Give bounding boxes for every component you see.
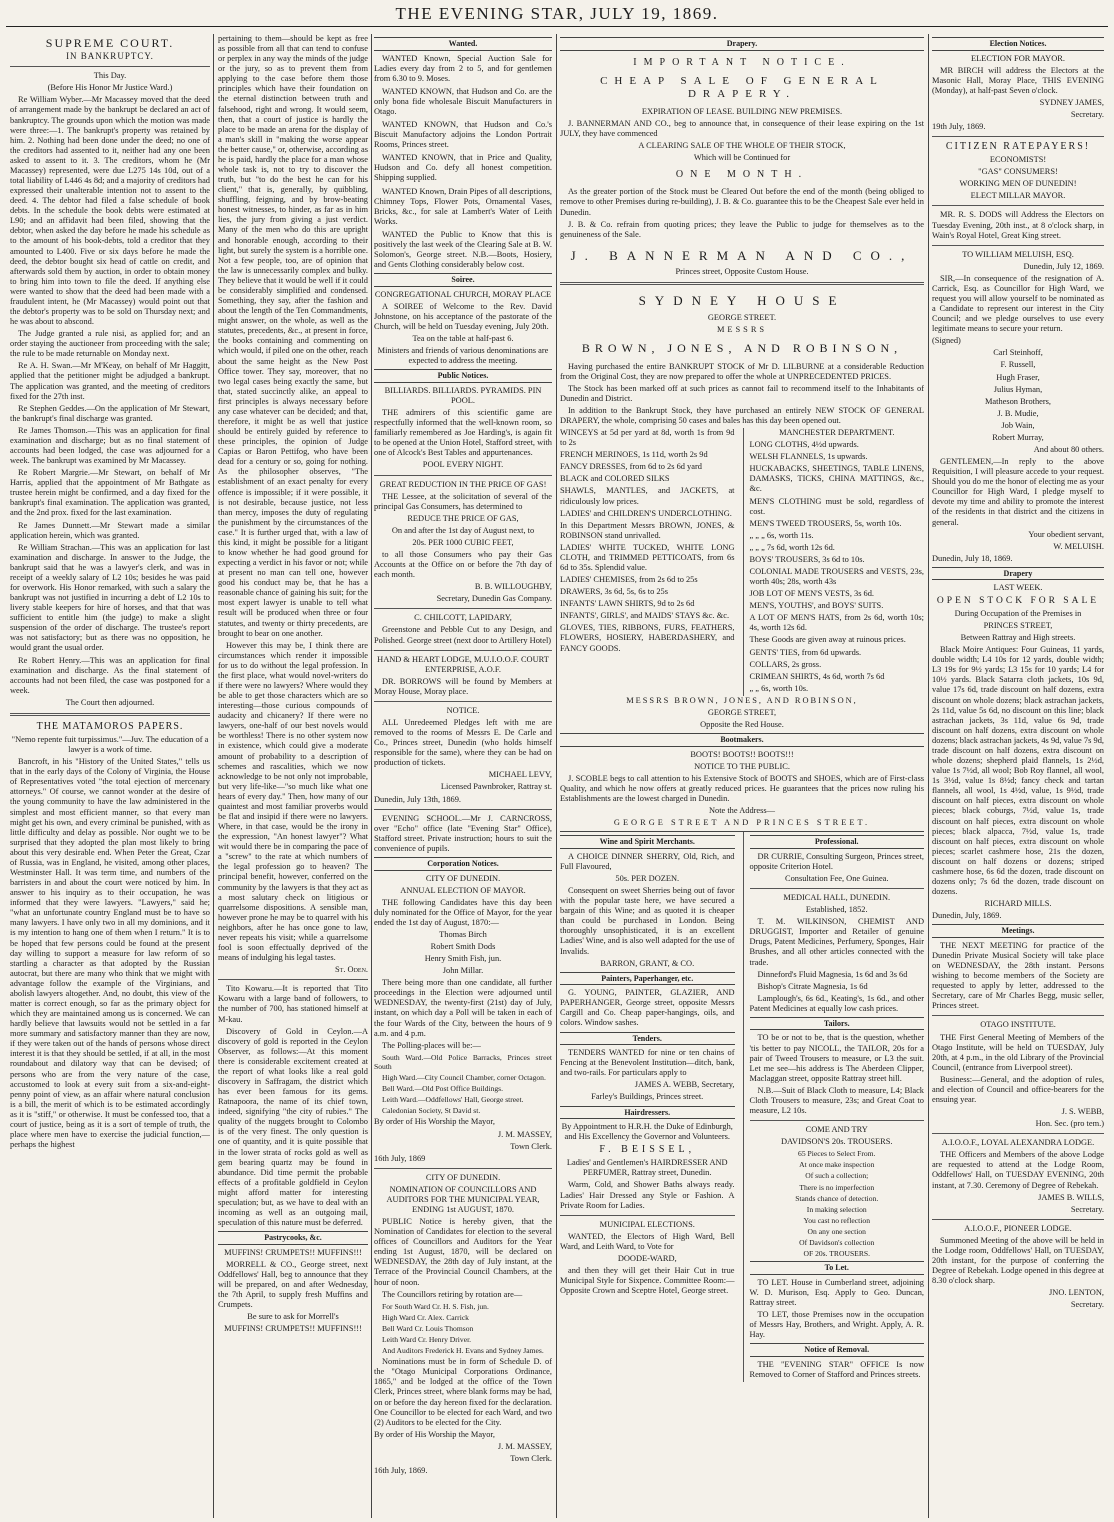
polling-place: High Ward.—City Council Chamber, corner Octagon.	[382, 1073, 546, 1082]
price-list-left	[560, 428, 735, 696]
ad-note: NOTICE TO THE PUBLIC.	[694, 761, 790, 771]
paragraph: Re James Thomson.—This was an application for final examination and discharge; but as no final statement of accounts had been lodged, the case was adjourned for a week. The bankrupt was examined by Mr Macassey.	[10, 425, 210, 466]
ad-note: By order of His Worship the Mayor,	[374, 1117, 495, 1127]
price-item: BLACK and COLORED SILKS	[560, 474, 670, 484]
candidate-name: John Millar.	[442, 966, 484, 976]
ad-body: PUBLIC Notice is hereby given, that the Nomination of Candidates for election to the several offices of Councillors and Auditors for the Year ending 1st August, 1870, will be declared on WEDNESDAY, the 28th day of July instant, at the Terrace of the Provincial Council Chambers, at the hour of noon.	[374, 1217, 552, 1287]
polling-place: South Ward.—Old Police Barracks, Princes street South	[374, 1052, 552, 1071]
ad-note: On and after the 1st day of August next, to	[391, 525, 535, 535]
councillor-entry: Leith Ward Cr. Henry Driver.	[382, 1335, 472, 1345]
price-item: COLONIAL MADE TROUSERS and VESTS, 23s, worth 40s; 28s, worth 43s	[749, 566, 924, 587]
signer-name: J. B. Mudie,	[997, 408, 1039, 418]
price-item: „ „ „ 7s 6d, worth 12s 6d.	[749, 542, 835, 552]
ad-note: ECONOMISTS!	[989, 155, 1047, 165]
paragraph: Re William Strachan.—This was an application for last examination and discharge. In answer to the Judge, the bankrupt said that he was a lawyer's clerk, and was in receipt of a weekly salary of L2 10s; besides he was paid for overwork. His Honor remarked, with such a salary the bankrupt was not justified in incurring a debt of L2 10s to livery stable keepers for hire of horses, and that that was sufficient to entitle him (the judge) to make a slight suspension of the order of discharge. The trustee's report was not satisfactory; but as there was no opposition, he would grant the usual order.	[10, 542, 210, 653]
ad-body: TENDERS WANTED for nine or ten chains of Fencing at the Benevolent Institution—ditch, bank, and two-rails. For particulars apply to	[560, 1048, 735, 1078]
ad-body: Consequent on sweet Sherries being out of favor with the popular taste here, we have secured a bargain of this Wine; and as quoted it is cheaper than could be purchased in London. Being thoroughly unsophisticated, it is an excellent Ladies' Wine, and is also well adapted for the use of Invalids.	[560, 886, 735, 956]
ad-body: Ladies' and Gentlemen's HAIRDRESSER AND PERFUMER, Rattray street, Dunedin.	[566, 1158, 728, 1178]
ad-note: Established, 1852.	[805, 905, 868, 915]
ad-body: TO LET. House in Cumberland street, adjoining W. D. Murison, Esq. Apply to Geo. Duncan, Rattray street.	[749, 1277, 924, 1308]
ad-body: DR CURRIE, Consulting Surgeon, Princes street, opposite Criterion Hotel.	[749, 851, 924, 871]
ad-note: EXPIRATION OF LEASE. BUILDING NEW PREMISES.	[641, 106, 843, 116]
price-item: INFANTS' LAWN SHIRTS, 9d to 2s 6d	[560, 599, 695, 609]
section-heading: Meetings.	[932, 924, 1104, 938]
divider	[560, 1215, 735, 1216]
ad-body: Nominations must be in form of Schedule D. of the "Otago Municipal Corporations Ordinance, 1865," and be lodged at the office of the Town Clerk, Princes street, where blank forms may be had, on or before the day hereon fixed for the declaration. One Councillor to be elected for each Ward, and two (2) Auditors to be elected for the City.	[374, 1357, 552, 1427]
polling-place: Caledonian Society, St David st.	[382, 1106, 481, 1116]
ad-body: and then they will get their Hair Cut in true Municipal Style for Sixpence. Committee Room:—Opposite Crown and Sceptre Hotel, George street.	[560, 1266, 735, 1296]
ad-title: BROWN, JONES, AND ROBINSON,	[581, 341, 903, 356]
section-heading: Tailors.	[750, 1017, 925, 1031]
ad-signature: W. MELUISH.	[1053, 541, 1104, 551]
ad-date: Dunedin, July 12, 1869.	[1023, 261, 1104, 271]
ad-body: Lamplough's, 6s 6d., Keating's, 1s 6d., and other Patent Medicines at equally low cash prices.	[749, 993, 924, 1013]
councillor-entry: And Auditors Frederick H. Evans and Sydney James.	[382, 1346, 544, 1356]
ad-note: A CLEARING SALE OF THE WHOLE OF THEIR STOCK,	[638, 141, 846, 151]
ad-title: GREAT REDUCTION IN THE PRICE OF GAS!	[379, 479, 547, 489]
ad-title: ELECTION FOR MAYOR.	[971, 53, 1065, 63]
ad-title: IMPORTANT NOTICE.	[633, 56, 851, 68]
article-title: SUPREME COURT.	[45, 36, 175, 50]
ad-date: Dunedin, July 13th, 1869.	[374, 794, 462, 804]
divider	[374, 650, 552, 651]
price-item: A LOT OF MEN'S HATS, from 2s 6d, worth 10s; 4s, worth 12s 6d.	[749, 613, 924, 633]
ad-title: CITIZEN RATEPAYERS!	[945, 141, 1091, 153]
ad-note: 20s. PER 1000 CUBIC FEET,	[412, 537, 514, 547]
ad-body: GENTLEMEN,—In reply to the above Requisition, I will pleasure accede to your request. Should you do me the honor of electing me as your Councillor for High Ward, I pledge myself to devote my time and ability to promote the interest of the residents in that district and the citizens in general.	[932, 457, 1104, 527]
ad-date: 16th July, 1869	[374, 1153, 426, 1163]
ad-note: MESSRS	[716, 325, 768, 335]
ad-title: BOOTS! BOOTS!! BOOTS!!!	[690, 749, 794, 759]
price-item: BOYS' TROUSERS, 3s 6d to 10s.	[749, 554, 865, 564]
divider	[932, 245, 1104, 246]
lower-ads-left	[560, 832, 735, 1382]
price-item: FRENCH MERINOES, 1s 11d, worth 2s 9d	[560, 450, 708, 460]
verse-line: On any one section	[807, 1227, 866, 1237]
paragraph: pertaining to them—should be kept as free as possible from all that can tend to confuse or perplex in any way the minds of the judge or the jury, so as to prevent them from applying to the case before them those principles which have their foundation on the eternal distinction between truth and falsehood, right and wrong. It would seem, then, that a court of justice is hardly the place to be made an arena for the display of a man's skill in "making the worse appear the better cause," or, otherwise, according as he is paid, hardly the place for a man whose whole task is, not to try to discover the truth, but "to do the best he can for his client," that is, generally, by quibbling, shuffling, feigning, and by brow-beating honest witnesses, to hinder, as far as in him lies, the jury from giving a just verdict. Many of the men who do this are upright and honorable enough, according to their light, but surely the system is a horrible one. Not a few people, too, are of opinion that the law is unnecessarily complex and bulky. They believe that it would be well if it could be considerably simplified and condensed. Something, they say, after the fashion and about the length of the Ten Commandments, might answer, on the whole, as well as the statutes, precedents, &c., at present in force, the books containing and commenting on which would, if piled one on the other, reach about the same height as the New Post Office tower. They say, moreover, that no two legal cases being exactly the same, but that, stated succinctly alike, an appeal to first principles is always necessary before any case whatever can be decided; and that, therefore, it might be as well that justice should be entirely guided by reference to these principles, the opinion of Judge Capias or Baron Pettifog, who have been dead for a century or so, going for nothing. As the philosopher observes, "The establishment of an exact penalty for every offence is impossible; if it were possible, it is not desirable, because justice, not less than mercy, imposes the duty of regulating the punishment by the circumstances of the case." It is further urged that, with a law of this kind, it might be possible for a litigant to know whether he had good ground for expecting a verdict in his favor or not; while at present no man can tell one, however good his conduct may be, that he has a reasonable chance of gaining his suit; for the most expert lawyer is unable to tell what result will be produced when three or four statutes, and twenty or thirty precedents, are brought to bear on one another.	[218, 34, 368, 638]
ad-body: Black Moire Antiques: Four Guineas, 11 yards, double width; L4 10s for 12 yards, double width; L3 19s for 9½ yards; L3 15s for 10 yards; L4 for 10½ yards. Black Satarra cloth jackets, 10s 9d, value 17s 6d, trade discount on half dozens, extra discount on whole dozens; black astrachan jackets, 2s 11d, value 5s 6d, no discount on this line; black astrachan jackets, 3s 11d, value 6s 9d, trade discount on half dozens, extra discount on whole dozens; black astrachan jackets, 4s 9d, value 7s 9d, trade discount on half dozens, extra discount on whole dozens; shepherd plaid flannels, 1s 2½d, value 1s 7½d, all wool; Bob Roy flannel, all wool, 1s 3½d, value 1s 8½d; fancy check and tartan flannels, all wool, 1s 4½d, value, 1s 9½d, trade discount on half pieces, extra discount on whole pieces; black coburgs, 7½d, value 1s, trade discount on half pieces, extra discount on whole pieces; black alpacca, 7½d, value 1s, trade discount on half pieces, extra discount on whole pieces; scarlet cashmere hose, 21s the dozen, discount on half dozens or dozens; striped cashmere hose, 6s 6d the dozen, trade discount on dozens only; 7s 6d the dozen, trade discount on dozens.	[932, 645, 1104, 897]
paragraph: Re Robert Margrie.—Mr Stewart, on behalf of Mr Harris, applied that the appointment of Mr Bathgate as trustee herein might be confirmed, and a day fixed for the bankrupt's final examination. The application was granted, and the 2nd prox. fixed for the last examination.	[10, 468, 210, 518]
ad-note: REDUCE THE PRICE OF GAS,	[407, 513, 519, 523]
article-dateline: This Day.	[93, 71, 127, 81]
ad-body: EVENING SCHOOL.—Mr J. CARNCROSS, over "Echo" office (late "Evening Star" Office), Stafford street. Private instruction; hours to suit the convenience of pupils.	[374, 813, 552, 853]
ad-title: CITY OF DUNEDIN.	[425, 873, 501, 883]
verse-line: In making selection	[806, 1204, 867, 1214]
ad-body: A SOIREE of Welcome to the Rev. David Johnstone, on his acceptance of the pastorate of the Church, will be held on Tuesday evening, July 20th.	[374, 301, 552, 331]
ad-title: CITY OF DUNEDIN.	[425, 1172, 501, 1182]
ad-signature: Licensed Pawnbroker, Rattray st.	[440, 782, 552, 792]
verse-line: Stands chance of detection.	[795, 1193, 879, 1203]
ad-note: WORKING MEN OF DUNEDIN!	[959, 179, 1077, 189]
ad-body: The Stock has been marked off at such prices as cannot fail to recommend itself to the Inhabitants of Dunedin and District.	[560, 383, 924, 403]
ad-title: LAST WEEK.	[993, 583, 1043, 593]
lower-ads-right	[743, 832, 925, 1382]
councillor-entry: For South Ward Cr. H. S. Fish, jun.	[382, 1301, 489, 1311]
column-rule	[213, 34, 214, 1518]
ad-body: THE First General Meeting of Members of the Otago Institute, will be held on TUESDAY, July 20th, at 4 p.m., in the old Library of the Provincial Council, (entrance from Liverpool street).	[932, 1032, 1104, 1072]
section-heading: Pastrycooks, &c.	[218, 1231, 368, 1245]
ad-body: Having purchased the entire BANKRUPT STOCK of Mr D. LILBURNE at a considerable Reduction from the Original Cost, they are now prepared to offer the whole at UNPRECEDENTED PRICES.	[560, 361, 924, 381]
section-heading: Tenders.	[560, 1032, 735, 1046]
divider	[932, 1219, 1104, 1220]
price-item: MEN'S CLOTHING must be sold, regardless of cost.	[749, 496, 924, 516]
ad-body: MORRELL & CO., George street, next Oddfellows' Hall, beg to announce that they will be prepared, on and after Wednesday, the 7th April, to supply fresh Muffins and Crumpets.	[218, 1259, 368, 1310]
price-item: MEN'S, YOUTHS', and BOYS' SUITS.	[749, 601, 884, 611]
polling-place: Bell Ward.—Old Post Office Buildings.	[382, 1084, 504, 1094]
price-item: MEN'S TWEED TROUSERS, 5s, worth 10s.	[749, 518, 902, 528]
signer-name: Matheson Brothers,	[984, 396, 1052, 406]
paragraph: Re James Dunnett.—Mr Stewart made a similar application herein, which was granted.	[10, 520, 210, 540]
ad-body: DR. BORROWS will be found by Members at Moray House, Moray place.	[374, 676, 552, 696]
price-item: FANCY DRESSES, from 6d to 2s 6d yard	[560, 462, 702, 472]
verse-line: OF 20s. TROUSERS.	[803, 1249, 871, 1259]
ad-title: ONE MONTH.	[675, 169, 809, 181]
section-heading: Wanted.	[374, 37, 552, 51]
ad-body: Business:—General, and the adoption of rules, and election of Council and office-bearers for the ensuing year.	[932, 1074, 1104, 1104]
ad-note: "GAS" CONSUMERS!	[978, 167, 1058, 177]
paragraph: Re Robert Henry.—This was an application for final examination and discharge. As the final statement of accounts had not been filed, the case was postponed for a week.	[10, 655, 210, 695]
ad-body: MR BIRCH will address the Electors at the Masonic Hall, Moray Place, THIS EVENING (Monday), at half-past Seven o'clock.	[932, 65, 1104, 95]
price-item: „ „ 6s, worth 10s.	[749, 683, 809, 693]
ad-note: 50s. PER DOZEN.	[615, 873, 680, 883]
ad-body: T. M. WILKINSON, CHEMIST AND DRUGGIST, Importer and Retailer of genuine Drugs, Patent Medicines, Perfumery, Sponges, Hair Brushes, and all other articles connected with the trade.	[749, 917, 924, 967]
section-heading: Wine and Spirit Merchants.	[560, 835, 735, 849]
masthead	[6, 2, 1108, 27]
price-item: COLLARS, 2s gross.	[749, 659, 822, 669]
paragraph: Re A. H. Swan.—Mr M'Keay, on behalf of Mr Haggitt, applied that the petitioner might be adjudged a bankrupt. The application was granted, and the meeting of creditors fixed for the 27th inst.	[10, 361, 210, 401]
ad-title: NOTICE.	[446, 705, 480, 715]
ad-signature: JNO. LENTON,	[1049, 1288, 1104, 1298]
divider	[374, 475, 552, 476]
price-item: SHAWLS, MANTLES, and JACKETS, at ridiculously low prices.	[560, 486, 735, 506]
ad-body: Summoned Meeting of the above will be held in the Lodge room, Oddfellows' Hall, on TUESDAY, 20th instant, for the purpose of conferring the Degree of Rebekah. Lodge opened in this degree at 8.30 o'clock sharp.	[932, 1235, 1104, 1286]
article-title: THE MATAMOROS PAPERS.	[36, 720, 184, 732]
signer-name: F. Russell,	[1000, 360, 1036, 370]
section-heading: Public Notices.	[374, 369, 552, 383]
ad-title: HAND & HEART LODGE, M.U.I.O.O.F. COURT ENTERPRISE, A.O.F.	[377, 654, 549, 674]
ad-body: to all those Consumers who pay their Gas Accounts at the Office on or before the 7th day of each month.	[374, 549, 552, 580]
signer-name: Robert Murray,	[992, 432, 1044, 442]
column-rule	[371, 34, 372, 1518]
ad-title: OTAGO INSTITUTE.	[980, 1020, 1056, 1030]
ad-signature: JAMES A. WEBB, Secretary,	[634, 1080, 735, 1090]
ad-signature: J. S. WEBB,	[1061, 1107, 1104, 1117]
article-subtitle: IN BANKRUPTCY.	[66, 51, 154, 62]
ad-title: GEORGE STREET AND PRINCES STREET.	[613, 818, 871, 828]
section-heading: Election Notices.	[932, 37, 1104, 51]
price-item: WINCEYS at 5d per yard at 8d, worth 1s from 9d to 2s	[560, 428, 735, 448]
divider	[750, 888, 925, 889]
signer-name: Job Wain,	[1001, 420, 1035, 430]
ad-note: Opposite the Red House.	[700, 719, 784, 729]
price-item: CRIMEAN SHIRTS, 4s 6d, worth 7s 6d	[749, 671, 885, 681]
section-heading: Professional.	[750, 835, 925, 849]
section-heading: Bootmakers.	[560, 733, 924, 747]
ad-signature: Secretary.	[1070, 1204, 1104, 1214]
paragraph: Bancroft, in his "History of the United States," tells us that in the early days of the Colony of Virginia, the House of Representatives voted "the total ejection of mercenary attorneys." Of course, we cannot wonder at the desire of the young community to have the law administered in the simplest and most efficient manner, so that every man might get his own, and every criminal be punished, with as little difficulty and delay as possible. Nor ought we to be surprised that they adopted the plan most likely to bring about this very desirable end. When Peter the Great, Czar of Russia, was in England, he visited, among other places, Westminster Hall. It was term time, and numbers of the barristers in and about the court were noticed by him. In answer to his inquiry as to their occupation, he was informed that they were lawyers. "Lawyers," said he; "what an unfortunate country England must be to have so many lawyers. I have only two in all my dominions, and it is my intention to hang one of them when I return." It is to be hoped that few persons could be found at the present day willing to support a measure for law reform of so startling a character as that adopted by the Russian autocrat, but there are many who think that we might with advantage follow the example of the Virginians, and abolish lawyers altogether. And, no doubt, this view of the matter is correct enough, so far as the primary object for which they are maintained among us is concerned. We can hardly believe that lawsuits would not be settled in a far more summary and satisfactory manner than they are now, if they were taken out of the hands of persons whose direct interest it is that they should be settled, if at all, in the most roundabout and dilatory way that can be devised; of persons who are from the very nature of the case, accustomed to look at every suit from a six-and-eight-penny point of view, as an affair where natural conclusion is a bill, the merit of which is to be estimated accordingly as it is "stiff," or otherwise. It must be confessed too, that a court of justice, being as it is a sort of temple of truth, the place where men have to exercise the judicial function,—perhaps the highest	[10, 757, 210, 1150]
column-5	[932, 34, 1104, 1518]
price-item: GLOVES, TIES, RIBBONS, FURS, FEATHERS, FLOWERS, HOSIERY, HABERDASHERY, and FANCY GOODS.	[560, 623, 735, 653]
section-heading: Painters, Paperhanger, etc.	[560, 972, 735, 986]
verse-line: Of such a collection;	[805, 1171, 869, 1181]
section-heading: Drapery	[932, 567, 1104, 581]
ad-title: DAVIDSON'S 20s. TROUSERS.	[781, 1137, 893, 1147]
ad-date: 19th July, 1869.	[932, 122, 986, 132]
department-heading: MANCHESTER DEPARTMENT.	[779, 428, 895, 438]
ad-body: Dinneford's Fluid Magnesia, 1s 6d and 3s 6d	[757, 969, 908, 979]
ad-note: During Occupation of the Premises in	[954, 608, 1082, 618]
ad-note: POOL EVERY NIGHT.	[422, 460, 504, 470]
ad-title: CHEAP SALE OF GENERAL DRAPERY.	[600, 74, 884, 100]
ad-note: Consultation Fee, One Guinea.	[784, 873, 889, 883]
candidate-name: Thomas Birch	[439, 929, 487, 939]
ad-signature: Town Clerk.	[510, 1453, 552, 1463]
ad-title: CONGREGATIONAL CHURCH, MORAY PLACE	[374, 289, 552, 299]
verse-line: At once make inspection	[799, 1160, 875, 1170]
ad-signature: Secretary, Dunedin Gas Company.	[436, 594, 552, 604]
column-rule	[556, 34, 557, 1518]
ad-title: ELECT MILLAR MAYOR.	[970, 191, 1066, 201]
ad-note: PRINCES STREET,	[983, 621, 1053, 631]
price-item: LADIES' WHITE TUCKED, WHITE LONG CLOTH, and TRIMMED PETTICOATS, from 6s 6d to 35s. Splendid value.	[560, 542, 735, 572]
price-item: LADIES' and CHILDREN'S UNDERCLOTHING.	[560, 508, 732, 518]
section-heading: Drapery.	[560, 37, 924, 51]
ad-title: MEDICAL HALL, DUNEDIN.	[783, 893, 891, 903]
ad-body: WANTED, the Electors of High Ward, Bell Ward, and Leith Ward, to Vote for	[560, 1231, 735, 1251]
ad-title: A.I.O.O.F., PIONEER LODGE.	[964, 1223, 1072, 1233]
price-item: GENTS' TIES, from 6d upwards.	[749, 647, 862, 657]
ad-body: G. YOUNG, PAINTER, GLAZIER, AND PAPERHANGER, George street, opposite Messrs Cargill and Co. Cheap paper-hangings, oils, and colors. Window sashes.	[560, 988, 735, 1028]
divider	[374, 608, 552, 609]
ad-body: In addition to the Bankrupt Stock, they have purchased an entirely NEW STOCK OF GENERAL DRAPERY, the whole, comprising 50 cases and bales has this day been opened out.	[560, 405, 924, 425]
ad-body: THE admirers of this scientific game are respectfully informed that the well-known room, so familiarly remembered as Joe Harding's, is again fit to be opened at the Union Hotel, Stafford street, with one of Alcock's Best Tables and appurtenances.	[374, 408, 552, 458]
price-item: In this Department Messrs BROWN, JONES, & ROBINSON stand unrivalled.	[560, 520, 735, 540]
ad-title: A CHOICE DINNER SHERRY, Old, Rich, and Full Flavoured,	[560, 851, 735, 871]
section-heading: Hairdressers.	[560, 1106, 735, 1120]
ad-signature: J. M. MASSEY,	[497, 1441, 552, 1451]
verse-line: There is no imperfection	[799, 1182, 875, 1192]
ad-body: THE Officers and Members of the above Lodge are requested to attend at the Lodge Room, Oddfellows' Hall, on TUESDAY EVENING, 20th instant, at 7.30. Ceremony of Degree of Rebekah.	[932, 1150, 1104, 1190]
ad-body: As the greater portion of the Stock must be Cleared Out before the end of the month (being obliged to remove to other Premises during re-building), J. B. & Co. guarantee this to be the Cheapest Sale ever held in Dunedin.	[560, 187, 924, 217]
column-4	[560, 34, 924, 1518]
verse-line: You cast no reflection	[803, 1215, 870, 1225]
ad-signature: RICHARD MILLS.	[984, 899, 1052, 909]
ad-body: J. SCOBLE begs to call attention to his Extensive Stock of BOOTS and SHOES, which are of First-class Quality, and which he now offers at greatly reduced prices. He guarantees that the prices now ruling his Establishments are the lowest charged in Dunedin.	[560, 773, 924, 803]
ad-note: By order of His Worship the Mayor,	[374, 1429, 495, 1439]
ad-body: SIR,—In consequence of the resignation of A. Carrick, Esq. as Councillor for High Ward, we request you will allow yourself to be nominated as a Candidate to represent our interest in the City Council; and we pledge ourselves to use every legitimate means to secure your return.	[932, 273, 1104, 334]
ad-note: Princes street, Opposite Custom House.	[675, 267, 809, 277]
paragraph: The Judge granted a rule nisi, as applied for; and an order staying the auctioneer from proceeding with the sale; the rule to be made returnable on Monday next.	[10, 329, 210, 359]
ad-body: The Councillors retiring by rotation are—	[382, 1289, 523, 1299]
ad-body: THE following Candidates have this day been duly nominated for the Office of Mayor, for the year ended the 1st day of August, 1870:—	[374, 897, 552, 927]
paragraph: Re Stephen Geddes.—On the application of Mr Stewart, the bankrupt's final discharge was granted.	[10, 403, 210, 423]
classified-ad: WANTED the Public to Know that this is positively the last week of the Clearing Sale at B. W. Solomon's, George street. N.B.—Boots, Hosiery, and Gents Clothing considerably below cost.	[374, 229, 552, 270]
ad-title: MUFFINS! CRUMPETS!! MUFFINS!!!	[224, 1324, 362, 1334]
ad-note: Between Rattray and High streets.	[960, 633, 1076, 643]
divider	[218, 979, 368, 980]
article-byline: (Before His Honor Mr Justice Ward.)	[47, 83, 173, 93]
councillor-entry: High Ward Cr. Alex. Carrick	[382, 1312, 469, 1322]
ad-date: Dunedin, July 18, 1869.	[932, 553, 1013, 563]
paragraph: The Court then adjourned.	[65, 697, 155, 707]
ad-body: TO be or not to be, that is the question, whether 'tis better to pay NICOLL, the TAILOR, 20s for a pair of Tweed Trousers to measure, or L3 the suit. Let me see—his address is The Aberdeen Clipper, Maclaggan street, opposite Rattray street hill.	[749, 1033, 924, 1083]
news-item: Tito Kowaru.—It is reported that Tito Kowaru with a large band of followers, to the number of 700, has stationed himself at M-kau.	[218, 984, 368, 1024]
ad-signature: BARRON, GRANT, & CO.	[600, 958, 695, 968]
divider	[750, 1120, 925, 1121]
ad-title: ANNUAL ELECTION OF MAYOR.	[400, 885, 526, 895]
price-list	[560, 428, 924, 696]
ad-body: Greenstone and Pebble Cut to any Design, and Polished. George street (next door to Artillery Hotel)	[374, 625, 552, 645]
councillor-entry: Bell Ward Cr. Louis Thomson	[382, 1323, 474, 1333]
ad-note: Which will be Continued for	[693, 153, 791, 163]
price-item: INFANTS', GIRLS', and MAIDS' STAYS &c. &c.	[560, 611, 730, 621]
paragraph: However this may be, I think there are circumstances which render it impossible for us to do without the legal profession. In the first place, what would novel-writers do if there were no lawyers? Where would they be able to get those characters which are so interesting—those curious compounds of audacity and chicanery? If there were no lawyers, one-half of our best novels would be worthless! There is no other system now in existence, which could give a moderate amount of probability to a description of schemes and rascalities, which we now acknowledge to be not only not improbable, but very life-like—"so much like what one hears of every day." Then, how many of our quaintest and most familiar proverbs would be flat and insipid if there were no lawyers. Where, in that case, would be the irony in the expression, "An honest lawyer"? What wit would there be in comparing the pace of a "screw" to the rate at which numbers of the legal profession go to heaven? The principal benefit, however, conferred on the community by the lawyers is that they act as a most salutary check on litigious or quarrelsome dispositions. A sensible man, however prone he may be to quarrel with his neighbors, after he has once gone to law, never repeats his visit; while a quarrelsome fool is soon effectually deprived of the means of indulging his legal tastes.	[218, 640, 368, 963]
price-item: WELSH FLANNELS, 1s upwards.	[749, 452, 868, 462]
ad-body: THE NEXT MEETING for practice of the Dunedin Private Musical Society will take place on WEDNESDAY, the 28th instant. Persons wishing to become members of the Society are requested to apply by letter, addressed to the Secretary, care of Mr Charles Begg, music seller, Princes street.	[932, 940, 1104, 1011]
ad-title: MUNICIPAL ELECTIONS.	[599, 1219, 695, 1229]
ad-body: THE Lessee, at the solicitation of several of the principal Gas Consumers, has determined to	[374, 491, 552, 511]
verse-line: 65 Pieces to Select From.	[798, 1149, 876, 1159]
classified-ad: WANTED KNOWN, that Hudson and Co. are the only bona fide wholesale Biscuit Manufacturers in Otago.	[374, 86, 552, 116]
candidate-name: Robert Smith Dods	[430, 942, 496, 951]
ad-body: J. BANNERMAN AND CO., beg to announce that, in consequence of their lease expiring on the 1st JULY, they have commenced	[560, 119, 924, 139]
divider	[932, 1015, 1104, 1016]
column-3	[374, 34, 552, 1518]
ad-title: NOMINATION OF COUNCILLORS AND AUDITORS FOR THE MUNICIPAL YEAR, ENDING 1st AUGUST, 1870.	[386, 1184, 540, 1214]
ad-signature: Town Clerk.	[510, 1141, 552, 1151]
column-rule	[928, 34, 929, 1518]
divider	[374, 1168, 552, 1169]
divider	[374, 701, 552, 702]
ad-body: ALL Unredeemed Pledges left with me are removed to the rooms of Messrs E. De Carle and Co., Princes street, Dunedin (who holds himself responsible for the same), where they can be had on production of tickets.	[374, 718, 552, 768]
signer-name: Julius Hyman,	[993, 384, 1043, 394]
divider	[10, 66, 210, 67]
ad-note: By Appointment to H.R.H. the Duke of Edinburgh, and His Excellency the Governor and Volunteers.	[561, 1122, 733, 1142]
ad-title: A.I.O.O.F., LOYAL ALEXANDRA LODGE.	[941, 1138, 1095, 1148]
signer-name: Carl Steinhoff,	[993, 348, 1043, 358]
section-heading: Corporation Notices.	[374, 857, 552, 871]
ad-note: And about 80 others.	[1033, 445, 1104, 455]
ad-signature: Secretary.	[1070, 109, 1104, 119]
ad-title: J. BANNERMAN AND CO.,	[570, 247, 914, 263]
ad-title: MUFFINS! CRUMPETS!! MUFFINS!!!	[224, 1247, 362, 1257]
ad-note: Your obedient servant,	[1028, 529, 1104, 539]
price-item: HUCKABACKS, SHEETINGS, TABLE LINENS, DAMASKS, TICKS, CHINA MATTINGS, &c., &c.	[749, 464, 924, 494]
ad-note: Tea on the table at half-past 6.	[412, 334, 514, 344]
ad-note: GEORGE STREET,	[707, 707, 777, 717]
article-motto: "Nemo repente fuit turpissimus."—Juv. The education of a lawyer is a work of time.	[11, 734, 209, 755]
price-item: DRAWERS, 3s 6d, 5s, 6s to 25s	[560, 587, 668, 597]
ad-title: MESSRS BROWN, JONES, AND ROBINSON,	[626, 695, 858, 705]
ad-body: J. B. & Co. refrain from quoting prices; they leave the Public to judge for themselves as to the genuineness of the Sale.	[560, 219, 924, 239]
classified-ad: WANTED Known, Special Auction Sale for Ladies every day from 2 to 5, and for gentlemen from 6.30 to 9. Moses.	[374, 53, 552, 83]
lower-ads	[560, 831, 924, 1382]
ad-title: BILLIARDS. BILLIARDS. PYRAMIDS. PIN POOL.	[384, 385, 542, 405]
column-1	[10, 34, 210, 1518]
ad-title: F. BEISSEL,	[599, 1144, 696, 1156]
ad-signature: SYDNEY JAMES,	[1039, 97, 1104, 107]
classified-ad: WANTED KNOWN, that Hudson and Co.'s Biscuit Manufactory adjoins the London Portrait Rooms, Princes street.	[374, 120, 552, 150]
ad-note: Be sure to ask for Morrell's	[247, 1312, 339, 1322]
ad-title: COME AND TRY	[805, 1125, 868, 1135]
section-heading: Soiree.	[374, 273, 552, 287]
divider	[10, 713, 210, 716]
price-item: These Goods are given away at ruinous prices.	[749, 635, 906, 645]
ad-title: DOODE-WARD,	[617, 1253, 677, 1263]
divider	[932, 205, 1104, 206]
price-item: LONG CLOTHS, 4½d upwards.	[749, 440, 859, 450]
ad-signature: B. B. WILLOUGHBY,	[474, 582, 552, 592]
price-item: JOB LOT OF MEN'S VESTS, 3s 6d.	[749, 589, 875, 599]
price-item: „ „ „ 6s, worth 11s.	[749, 530, 814, 540]
ad-body: N.B.—Suit of Black Cloth to measure, L4; Black Cloth Trousers to measure, 23s; and Great Coat to measure, L2 10s.	[749, 1085, 924, 1116]
paragraph: Re William Wyber.—Mr Macassey moved that the deed of arrangement made by the bankrupt be declared an act of bankruptcy. The grounds upon which the motion was made were three:—1. The bankrupt's property was retained by him. 2. Nothing had been done under the deed; no one of the creditors had assented to it, neither had any one been asked to assent to it. 3. The creditors, whom he (Mr Macassey) represented, were due L275 14s 10d, out of a total liability of L446 4s 8d; and a majority of creditors had expressed their unalterable intention not to assent to the deed. 4. The debtor had filed a false schedule of book debts. In the schedule the book debts were estimated at L90; and an affidavit had been filed, showing that the debtor, when asked the day before he made his schedule as to the amount of his book-debts, told a creditor that they amounted to L400. Five or six days before he made the deed, the debtor bought six head of cattle on credit, and afterwards sold them by auction, in order to obtain money to bring him into town to file the deed. If anything else were wanted to show that the deed had been made with a fraudulent intent, he (Mr Macassey) would point out that the debtor's property was to be sold on Thursday next; and he was about to abscond.	[10, 95, 210, 327]
ad-signature: JAMES B. WILLS,	[1038, 1192, 1104, 1202]
price-item: LADIES' CHEMISES, from 2s 6d to 25s	[560, 575, 698, 585]
verse-line: Of Davidson's collection	[799, 1238, 875, 1248]
news-item: Discovery of Gold in Ceylon.—A discovery of gold is reported in the Ceylon Observer, as follows:—At this moment there is considerable excitement created at the report of what looks like a real gold discovery in Saffragam, the district which has ever been famous for its gems. Ratnapoora, the name of its chief town, indeed, signifying "the city of rubies." The quality of the nuggets brought to Colombo is of the very finest. The only question is one of quantity, and it is quite possible that in the lower strata of rocks gold as well as gem bearing quartz may be found in abundance. Did time permit the probable effects of a profitable goldfield in Ceylon might afford matter for interesting speculation; but, as we have to deal with an incoming as well as an outgoing mail, speculation of this nature must be deferred.	[218, 1026, 368, 1228]
ad-body: MR. R. S. DODS will Address the Electors on Tuesday Evening, 20th inst., at 8 o'clock sharp, in Wain's Royal Hotel, Great King street.	[932, 210, 1104, 240]
ad-note: Note the Address—	[708, 806, 776, 816]
ad-signature: Hon. Sec. (pro tem.)	[1035, 1119, 1104, 1129]
ad-title: TO WILLIAM MELUISH, ESQ.	[962, 249, 1074, 259]
section-heading: Notice of Removal.	[750, 1343, 925, 1357]
ad-body: The Polling-places will be:—	[382, 1040, 481, 1050]
column-2	[218, 34, 368, 1518]
article-signature: St. Oden.	[335, 965, 368, 975]
price-list-right	[743, 428, 925, 696]
ad-body: TO LET, those Premises now in the occupation of Messrs Hay, Brothers, and Wright. Apply, A. R. Hay.	[749, 1310, 924, 1340]
ad-title: OPEN STOCK FOR SALE	[936, 595, 1100, 606]
polling-place: Leith Ward.—Oddfellows' Hall, George street.	[382, 1095, 524, 1105]
ad-body: THE "EVENING STAR" OFFICE Is now Removed to Corner of Stafford and Princes streets.	[749, 1360, 924, 1380]
ad-note: Ministers and friends of various denominations are expected to address the meeting.	[377, 346, 549, 366]
divider	[932, 1133, 1104, 1134]
ad-signature: Secretary.	[1070, 1300, 1104, 1310]
section-heading: To Let.	[750, 1261, 925, 1275]
ad-body: Bishop's Citrate Magnesia, 1s 6d	[757, 981, 868, 991]
classified-ad: WANTED Known, Drain Pipes of all descriptions, Chimney Tops, Flower Pots, Ornamental Vases, Bricks, &c., for sale at Lambert's Water of Leith Works.	[374, 186, 552, 226]
ad-date: 16th July, 1869.	[374, 1466, 428, 1476]
signer-name: Hugh Fraser,	[996, 372, 1040, 382]
ad-signature: MICHAEL LEVY,	[488, 770, 552, 780]
divider	[374, 809, 552, 810]
ad-note: Farley's Buildings, Princes street.	[591, 1092, 704, 1102]
ad-body: Warm, Cold, and Shower Baths always ready. Ladies' Hair Dressed any Style or Fashion. A Private Room for Ladies.	[560, 1180, 735, 1210]
masthead-title: THE EVENING STAR, JULY 19, 1869.	[395, 4, 719, 23]
candidate-name: Henry Smith Fish, jun.	[424, 954, 502, 964]
divider	[932, 136, 1104, 137]
ad-title: SYDNEY HOUSE	[638, 293, 846, 309]
ad-date: Dunedin, July, 1869.	[932, 911, 1002, 921]
divider	[560, 282, 924, 285]
ad-signature: J. M. MASSEY,	[497, 1129, 552, 1139]
ad-note: (Signed)	[932, 336, 961, 346]
ad-title: C. CHILCOTT, LAPIDARY,	[414, 613, 512, 623]
ad-note: GEORGE STREET.	[707, 313, 777, 323]
classified-ad: WANTED KNOWN, that in Price and Quality, Hudson and Co. defy all honest competition. Shipping supplied.	[374, 153, 552, 183]
ad-body: There being more than one candidate, all further proceedings in the Election were adjourned until WEDNESDAY, the twenty-first (21st) day of July, instant, on which day a Poll will be taken in each of the four Wards of the City, between the hours of 9 a.m. and 4 p.m.	[374, 978, 552, 1038]
